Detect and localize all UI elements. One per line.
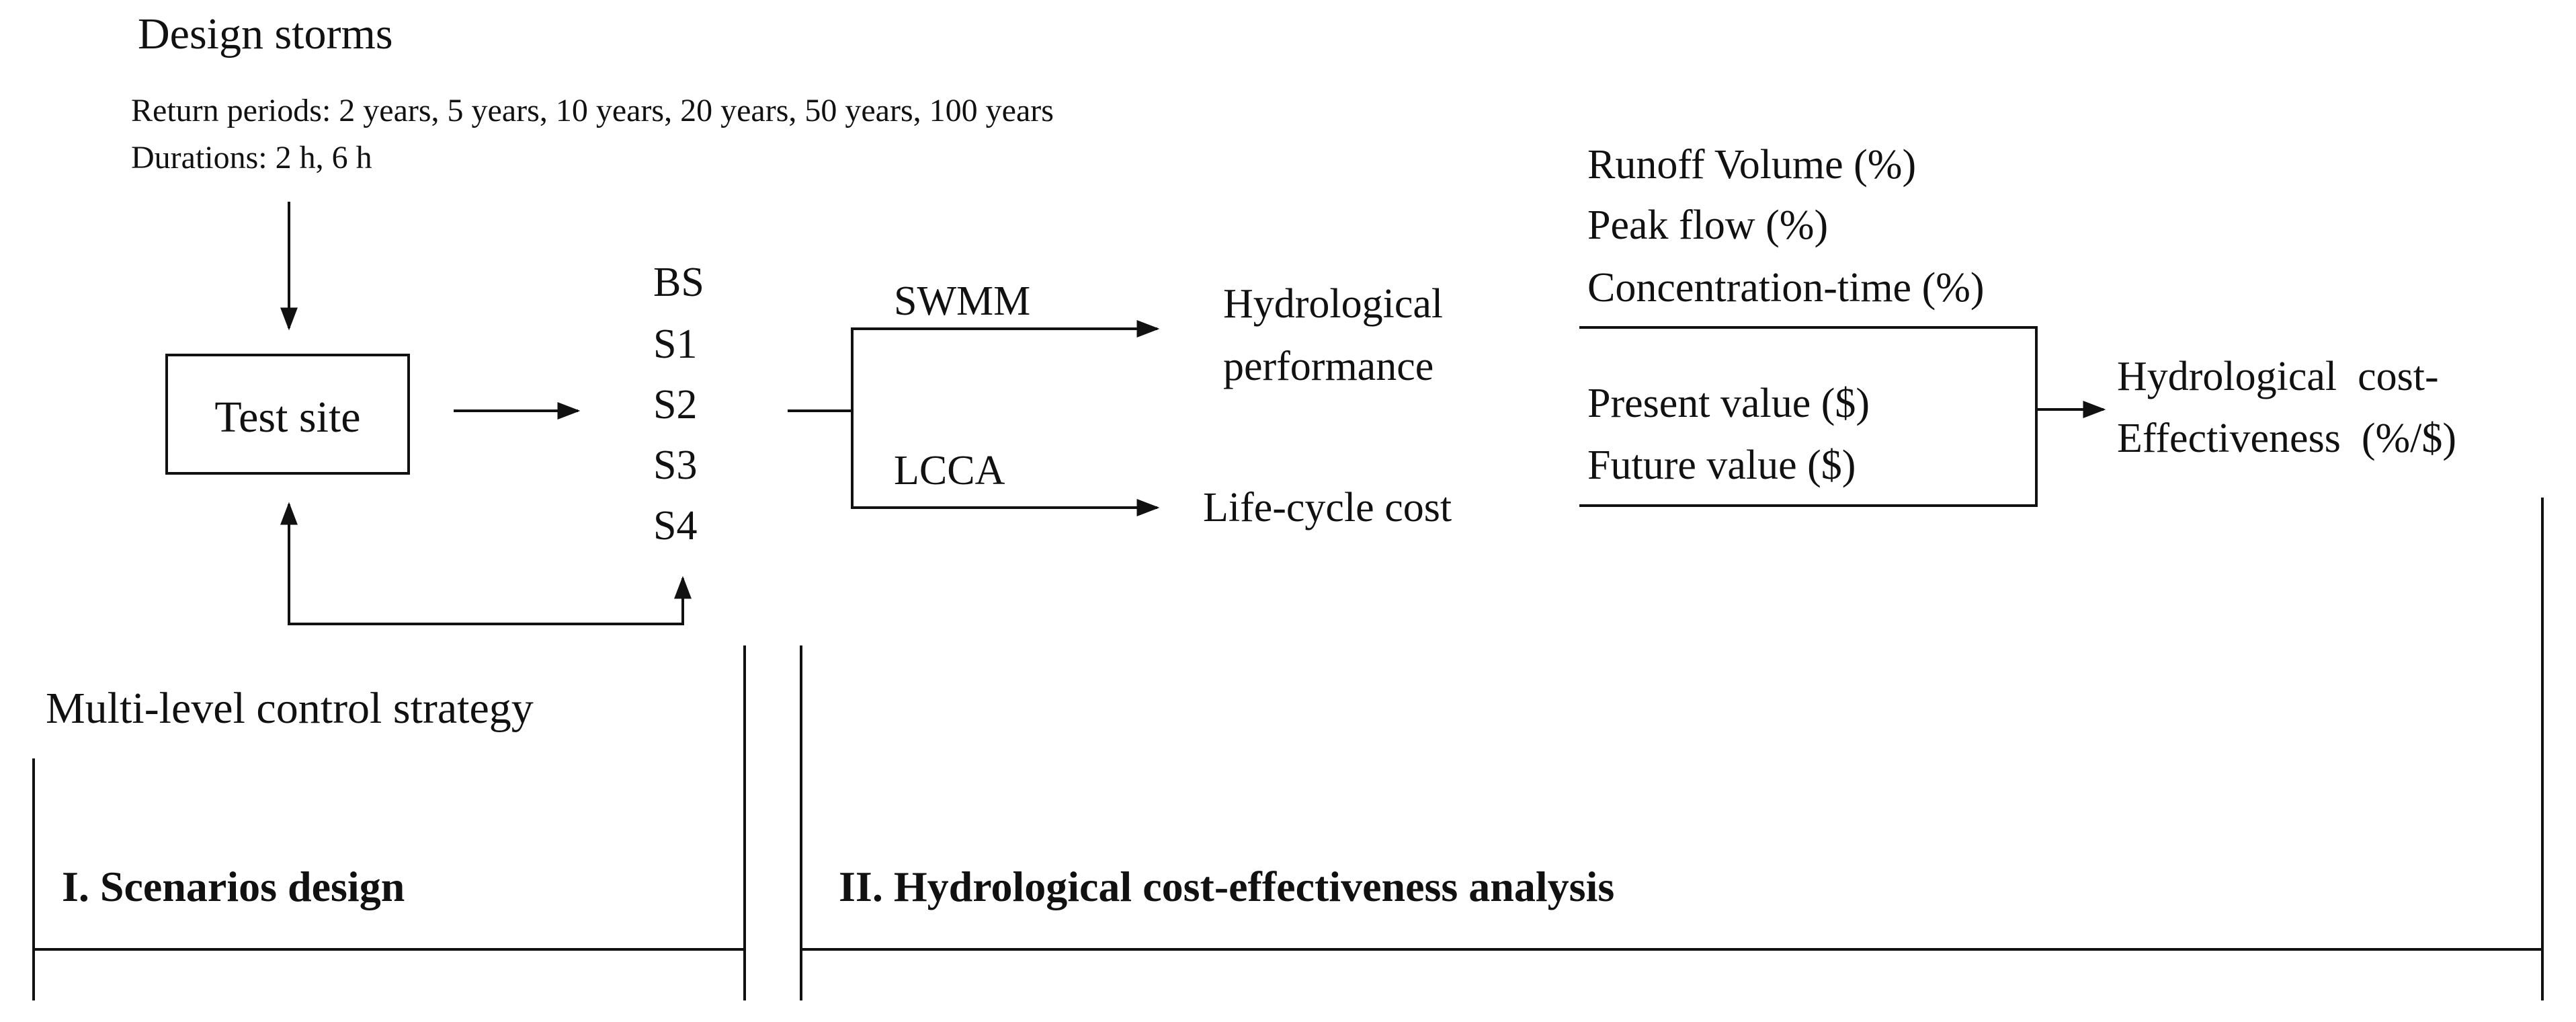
scenario-s2: S2	[653, 382, 698, 428]
result-line2: Effectiveness (%/$)	[2117, 416, 2456, 461]
return-periods-text: Return periods: 2 years, 5 years, 10 years, 20 years, 50 years, 100 years	[131, 93, 1054, 128]
section-one-title: I. Scenarios design	[62, 863, 405, 910]
hydrological-performance-line1: Hydrological	[1223, 281, 1444, 327]
section-two-title: II. Hydrological cost-effectiveness analysis	[839, 863, 1615, 910]
scenario-s3: S3	[653, 442, 698, 488]
swmm-label: SWMM	[894, 278, 1031, 324]
metric-peak-flow: Peak flow (%)	[1587, 202, 1829, 248]
scenario-s1: S1	[653, 321, 698, 367]
scenario-bs: BS	[653, 260, 704, 305]
metric-runoff-volume: Runoff Volume (%)	[1587, 142, 1917, 188]
result-line1: Hydrological cost-	[2117, 354, 2439, 399]
hydrological-performance-line2: performance	[1223, 344, 1434, 389]
lcca-label: LCCA	[894, 448, 1005, 494]
metric-present-value: Present value ($)	[1587, 381, 1870, 426]
durations-text: Durations: 2 h, 6 h	[131, 140, 372, 175]
strategy-label: Multi-level control strategy	[46, 684, 534, 733]
life-cycle-cost-label: Life-cycle cost	[1203, 485, 1452, 530]
scenario-s4: S4	[653, 503, 698, 549]
design-storms-title: Design storms	[138, 9, 393, 58]
test-site-label: Test site	[214, 393, 361, 442]
metric-future-value: Future value ($)	[1587, 442, 1856, 488]
metric-concentration-time: Concentration-time (%)	[1587, 265, 1985, 311]
